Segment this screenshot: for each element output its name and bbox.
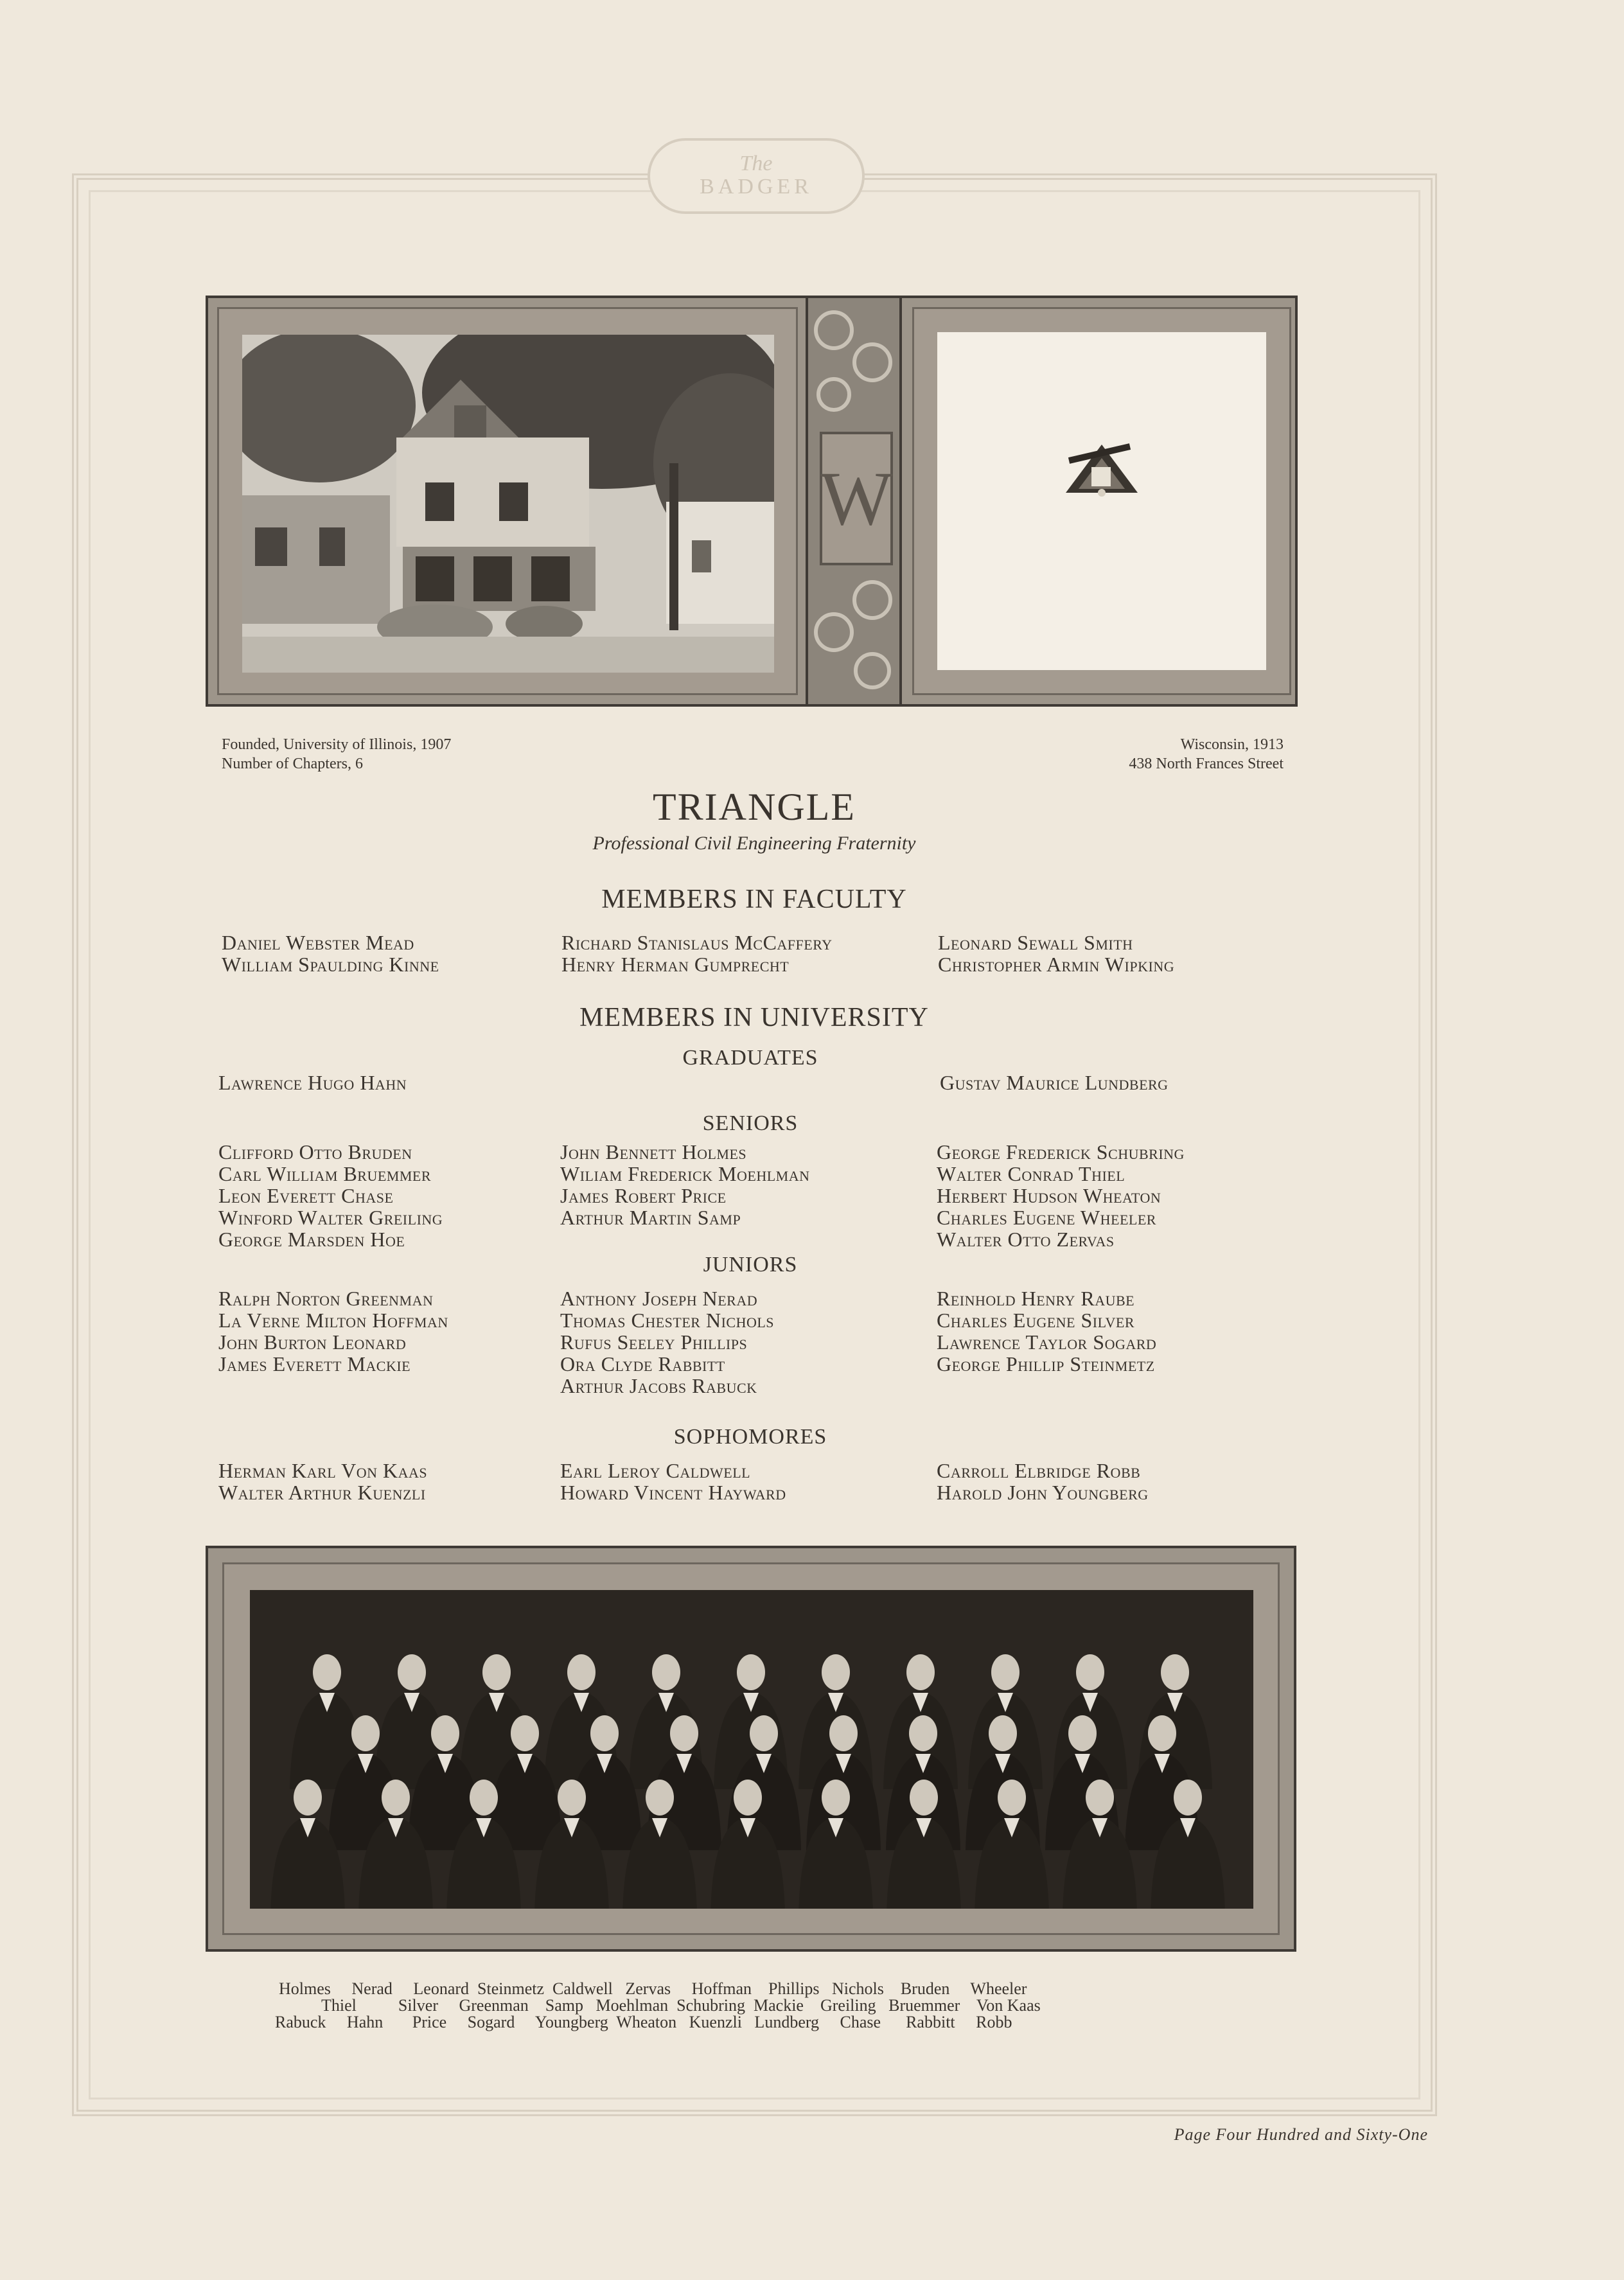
faculty-col-3 (938, 932, 1174, 975)
member-name: Reinhold Henry Raube (937, 1287, 1135, 1310)
faculty-heading: MEMBERS IN FACULTY (601, 885, 907, 914)
university-heading: MEMBERS IN UNIVERSITY (579, 1003, 929, 1032)
badger-crest (648, 138, 865, 214)
seniors-col-3 (937, 1141, 1185, 1250)
page-number: Page Four Hundred and Sixty-One (1174, 2125, 1428, 2144)
faculty-col-1 (222, 932, 439, 975)
member-name: Charles Eugene Wheeler (937, 1206, 1156, 1229)
house-photo-frame (217, 307, 798, 695)
member-name: Carroll Elbridge Robb (937, 1459, 1141, 1482)
sophomores-col-3 (937, 1460, 1149, 1503)
member-name: Rufus Seeley Phillips (560, 1330, 748, 1354)
chapter-year: Wisconsin, 1913 (1180, 736, 1284, 753)
figure-head (567, 1654, 596, 1690)
figure-head (398, 1654, 426, 1690)
member-name: George Frederick Schubring (937, 1140, 1185, 1163)
member-name: Earl Leroy Caldwell (560, 1459, 751, 1482)
group-photo (250, 1590, 1253, 1909)
figure-head (829, 1715, 858, 1751)
seniors-col-2 (560, 1141, 809, 1228)
member-name: Clifford Otto Bruden (218, 1140, 412, 1163)
member-name: Leon Everett Chase (218, 1184, 394, 1207)
member-name: Lawrence Hugo Hahn (218, 1071, 407, 1094)
sophomores-col-2 (560, 1460, 786, 1503)
member-name: Christopher Armin Wipking (938, 953, 1175, 976)
crest-the: The (739, 152, 773, 176)
figure-head (737, 1654, 765, 1690)
caption-row-1: Holmes Nerad Leonard Steinmetz Caldwell Zervas Hoffman Phillips Nichols Bruden Wheeler (279, 1979, 1027, 1998)
page-subtitle: Professional Civil Engineering Fraternity (592, 833, 916, 854)
figure-head (1076, 1654, 1104, 1690)
member-name: Walter Conrad Thiel (937, 1162, 1125, 1185)
member-name: Harold John Youngberg (937, 1481, 1149, 1504)
crest-badger: BADGER (700, 175, 813, 199)
chapter-address: 438 North Frances Street (1129, 756, 1284, 772)
member-name: Arthur Martin Samp (560, 1206, 741, 1229)
juniors-col-1 (218, 1287, 448, 1375)
member-name: Henry Herman Gumprecht (561, 953, 790, 976)
member-name: George Phillip Steinmetz (937, 1352, 1155, 1375)
figure-head (910, 1780, 938, 1816)
member-name: James Robert Price (560, 1184, 727, 1207)
figure-head (470, 1780, 498, 1816)
triangle-pin-icon (937, 332, 1266, 670)
pin-field (937, 332, 1266, 670)
figure-head (646, 1780, 674, 1816)
member-name: Herman Karl Von Kaas (218, 1459, 428, 1482)
member-name: Leonard Sewall Smith (938, 931, 1133, 954)
juniors-col-2 (560, 1287, 774, 1397)
member-name: Herbert Hudson Wheaton (937, 1184, 1161, 1207)
member-name: George Marsden Hoe (218, 1228, 405, 1251)
figure-head (382, 1780, 410, 1816)
member-name: Daniel Webster Mead (222, 931, 414, 954)
juniors-heading: JUNIORS (703, 1253, 798, 1277)
member-name: John Bennett Holmes (560, 1140, 747, 1163)
w-emblem-strip (806, 298, 902, 704)
figure-head (906, 1654, 935, 1690)
figure-head (670, 1715, 698, 1751)
graduates-col-3 (940, 1072, 1169, 1093)
figure-head (294, 1780, 322, 1816)
graduates-heading: GRADUATES (682, 1046, 818, 1070)
member-name: William Spaulding Kinne (222, 953, 439, 976)
figure-head (989, 1715, 1017, 1751)
member-name: Ralph Norton Greenman (218, 1287, 434, 1310)
figure-head (1068, 1715, 1097, 1751)
figure-head (998, 1780, 1026, 1816)
caption-row-2: Thiel Silver Greenman Samp Moehlman Schubring Mackie Greiling Bruemmer Von Kaas (321, 1996, 1041, 2015)
figure-head (482, 1654, 511, 1690)
member-name: Lawrence Taylor Sogard (937, 1330, 1157, 1354)
juniors-col-3 (937, 1287, 1156, 1375)
house-photo (242, 335, 774, 673)
member-name: Thomas Chester Nichols (560, 1309, 775, 1332)
sophomores-col-1 (218, 1460, 427, 1503)
member-name: James Everett Mackie (218, 1352, 411, 1375)
group-photo-band (206, 1546, 1296, 1952)
figure-head (991, 1654, 1019, 1690)
photo-band (206, 296, 1298, 707)
figure-head (351, 1715, 380, 1751)
pin-frame (912, 307, 1291, 695)
founded-info (222, 735, 451, 773)
seniors-heading: SENIORS (702, 1111, 799, 1135)
founded-line: Founded, University of Illinois, 1907 (222, 736, 452, 753)
figure-head (750, 1715, 778, 1751)
figure-head (734, 1780, 762, 1816)
graduates-col-1 (218, 1072, 407, 1093)
chapters-line: Number of Chapters, 6 (222, 756, 363, 772)
faculty-col-2 (561, 932, 833, 975)
figure-head (558, 1780, 586, 1816)
member-name: Wiliam Frederick Moehlman (560, 1162, 810, 1185)
member-name: Ora Clyde Rabbitt (560, 1352, 725, 1375)
member-name: Howard Vincent Hayward (560, 1481, 786, 1504)
member-name: Arthur Jacobs Rabuck (560, 1374, 757, 1397)
figure-head (431, 1715, 459, 1751)
seniors-col-1 (218, 1141, 443, 1250)
figure-head (652, 1654, 680, 1690)
figure-head (909, 1715, 937, 1751)
figure-head (1161, 1654, 1189, 1690)
sophomores-heading: SOPHOMORES (673, 1425, 827, 1449)
figure-head (313, 1654, 341, 1690)
page-title: TRIANGLE (653, 786, 856, 828)
figure-head (590, 1715, 619, 1751)
figure-head (822, 1654, 850, 1690)
member-name: John Burton Leonard (218, 1330, 407, 1354)
figure-head (511, 1715, 539, 1751)
member-name: Carl William Bruemmer (218, 1162, 432, 1185)
member-name: Anthony Joseph Nerad (560, 1287, 758, 1310)
member-name: Gustav Maurice Lundberg (940, 1071, 1169, 1094)
member-name: Charles Eugene Silver (937, 1309, 1135, 1332)
group-photo-frame (222, 1562, 1280, 1935)
member-name: Richard Stanislaus McCaffery (561, 931, 833, 954)
member-name: Walter Otto Zervas (937, 1228, 1115, 1251)
figure-head (1086, 1780, 1114, 1816)
figure-head (822, 1780, 850, 1816)
figure-head (1174, 1780, 1202, 1816)
chapter-info (1129, 735, 1284, 773)
caption-row-3: Rabuck Hahn Price Sogard Youngberg Wheaton Kuenzli Lundberg Chase Rabbitt Robb (275, 2013, 1012, 2031)
w-letter: W (820, 432, 893, 565)
figure-head (1148, 1715, 1176, 1751)
member-name: Winford Walter Greiling (218, 1206, 443, 1229)
member-name: La Verne Milton Hoffman (218, 1309, 448, 1332)
member-name: Walter Arthur Kuenzli (218, 1481, 426, 1504)
